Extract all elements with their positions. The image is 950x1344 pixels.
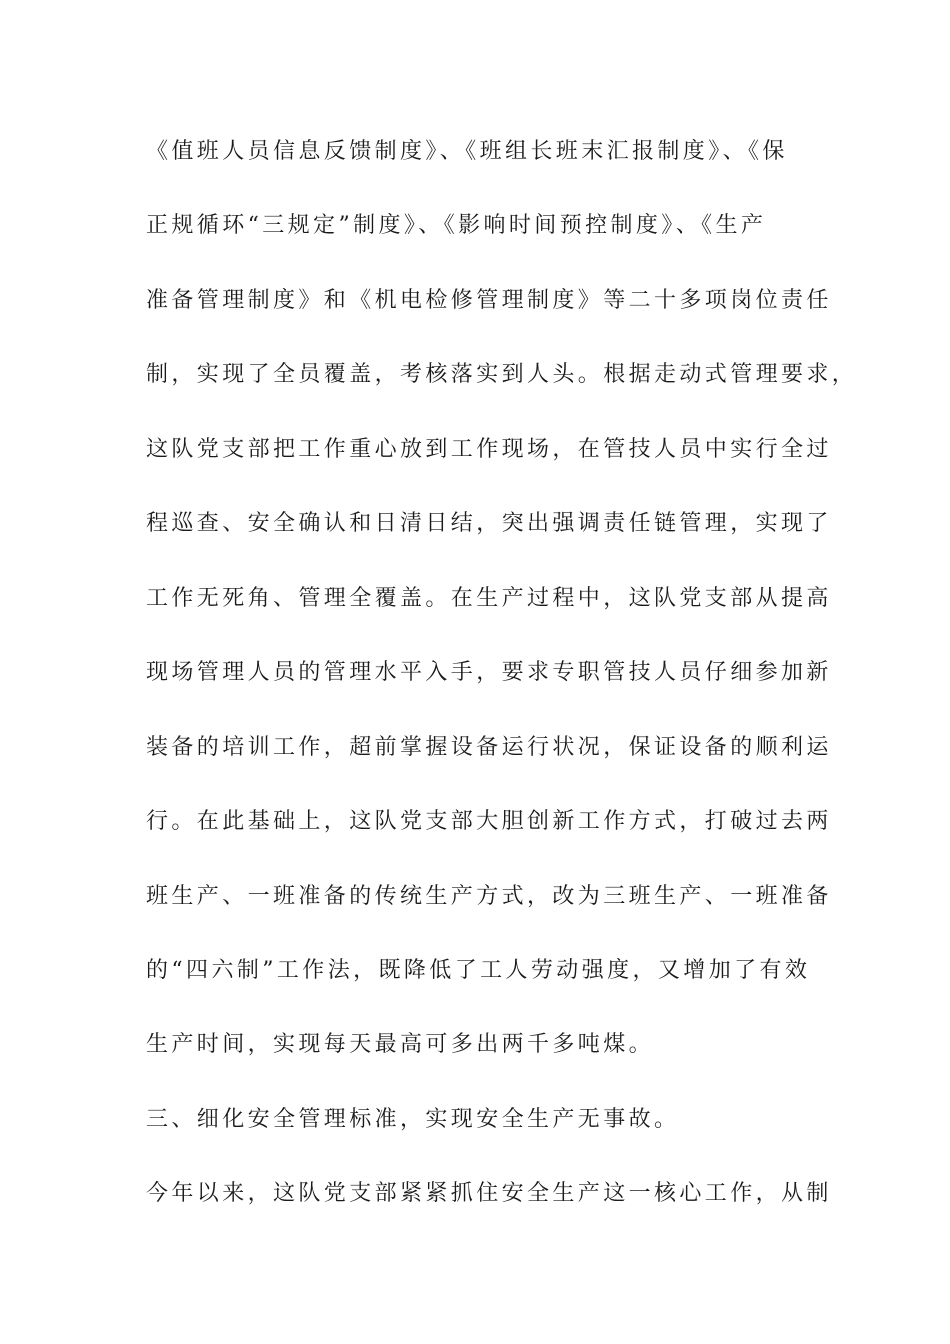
body-text-line: 的“四六制”工作法，既降低了工人劳动强度，又增加了有效 <box>146 958 811 983</box>
body-text-line: 装备的培训工作，超前掌握设备运行状况，保证设备的顺利运 <box>146 735 832 760</box>
body-text-line: 程巡查、安全确认和日清日结，突出强调责任链管理，实现了 <box>146 511 832 536</box>
body-text-line: 《值班人员信息反馈制度》、《班组长班末汇报制度》、《保 <box>146 139 788 164</box>
body-text-line: 现场管理人员的管理水平入手，要求专职管技人员仔细参加新 <box>146 660 832 685</box>
body-text-line: 今年以来，这队党支部紧紧抓住安全生产这一核心工作，从制 <box>146 1181 832 1206</box>
body-text-line: 准备管理制度》和《机电检修管理制度》等二十多项岗位责任 <box>146 288 832 313</box>
body-text-line: 工作无死角、管理全覆盖。在生产过程中，这队党支部从提高 <box>146 586 832 611</box>
section-heading: 三、细化安全管理标准，实现安全生产无事故。 <box>146 1107 680 1132</box>
body-text-line: 这队党支部把工作重心放到工作现场，在管技人员中实行全过 <box>146 437 832 462</box>
body-text-line: 班生产、一班准备的传统生产方式，改为三班生产、一班准备 <box>146 884 832 909</box>
body-text-line: 行。在此基础上，这队党支部大胆创新工作方式，打破过去两 <box>146 809 832 834</box>
body-text-line: 生产时间，实现每天最高可多出两千多吨煤。 <box>146 1032 655 1057</box>
body-text-line: 制，实现了全员覆盖，考核落实到人头。根据走动式管理要求， <box>146 362 858 387</box>
body-text-line: 正规循环“三规定”制度》、《影响时间预控制度》、《生产 <box>146 213 767 238</box>
